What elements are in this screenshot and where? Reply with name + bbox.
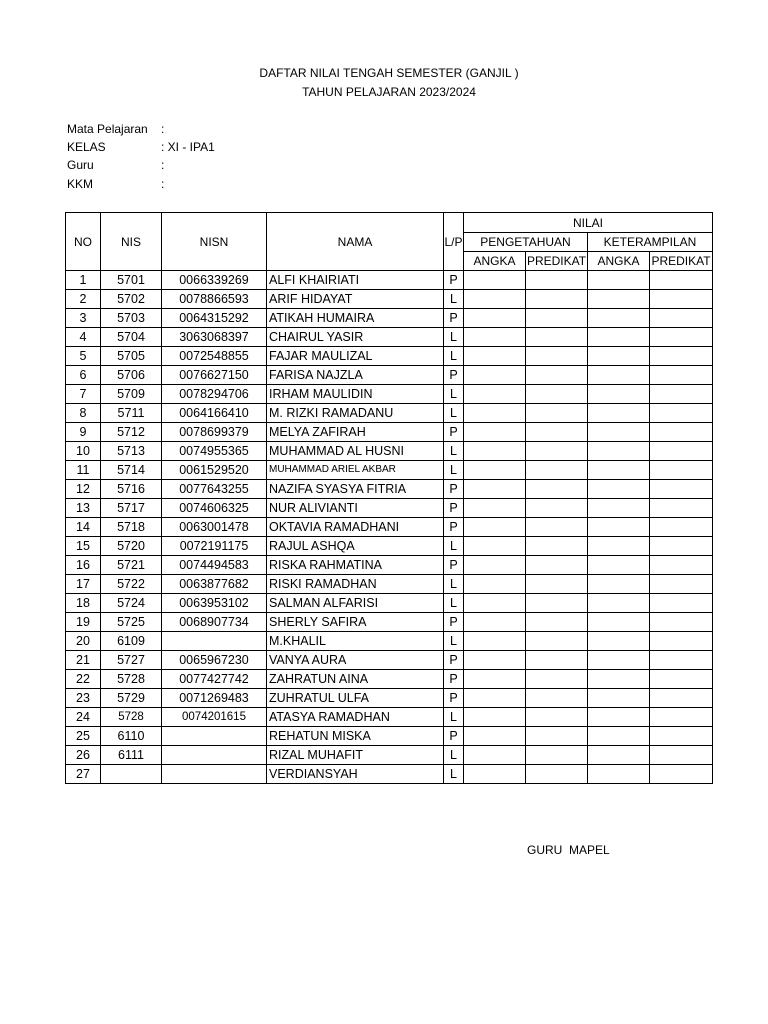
cell-nisn: 3063068397: [162, 328, 267, 347]
cell-angka-keterampilan: [588, 708, 650, 727]
cell-no: 12: [66, 480, 101, 499]
cell-predikat-keterampilan: [650, 670, 713, 689]
cell-nisn: [162, 746, 267, 765]
cell-nisn: 0077643255: [162, 480, 267, 499]
cell-angka-pengetahuan: [464, 271, 526, 290]
cell-predikat-pengetahuan: [526, 404, 588, 423]
cell-angka-keterampilan: [588, 461, 650, 480]
meta-value: : XI - IPA1: [161, 140, 215, 154]
cell-predikat-keterampilan: [650, 480, 713, 499]
cell-predikat-keterampilan: [650, 385, 713, 404]
cell-nis: 5722: [101, 575, 162, 594]
cell-nis: 5718: [101, 518, 162, 537]
cell-predikat-keterampilan: [650, 651, 713, 670]
table-row: [66, 442, 713, 461]
table-row: [66, 461, 713, 480]
cell-no: 6: [66, 366, 101, 385]
cell-nis: 5709: [101, 385, 162, 404]
cell-nisn: 0072548855: [162, 347, 267, 366]
cell-nisn: [162, 727, 267, 746]
table-row: [66, 575, 713, 594]
cell-angka-keterampilan: [588, 404, 650, 423]
cell-predikat-pengetahuan: [526, 442, 588, 461]
cell-lp: P: [444, 366, 464, 385]
cell-predikat-pengetahuan: [526, 727, 588, 746]
table-row: [66, 404, 713, 423]
meta-guru: [67, 158, 164, 172]
cell-nisn: 0065967230: [162, 651, 267, 670]
cell-nama: ALFI KHAIRIATI: [267, 271, 444, 290]
grades-table: [65, 212, 713, 784]
table-row: [66, 499, 713, 518]
cell-angka-keterampilan: [588, 347, 650, 366]
cell-angka-pengetahuan: [464, 404, 526, 423]
cell-angka-keterampilan: [588, 518, 650, 537]
cell-nis: [101, 765, 162, 784]
cell-nisn: 0074606325: [162, 499, 267, 518]
cell-angka-keterampilan: [588, 499, 650, 518]
table-row: [66, 328, 713, 347]
cell-no: 5: [66, 347, 101, 366]
cell-no: 10: [66, 442, 101, 461]
cell-predikat-pengetahuan: [526, 499, 588, 518]
cell-nama: FAJAR MAULIZAL: [267, 347, 444, 366]
header-keterampilan: KETERAMPILAN: [588, 233, 713, 252]
document-title: DAFTAR NILAI TENGAH SEMESTER (GANJIL ): [259, 66, 519, 80]
cell-angka-pengetahuan: [464, 309, 526, 328]
cell-predikat-pengetahuan: [526, 480, 588, 499]
cell-predikat-keterampilan: [650, 499, 713, 518]
cell-no: 17: [66, 575, 101, 594]
cell-no: 16: [66, 556, 101, 575]
table-row: [66, 689, 713, 708]
meta-label: KKM: [67, 177, 94, 191]
cell-angka-pengetahuan: [464, 499, 526, 518]
table-row: [66, 537, 713, 556]
cell-nis: 5717: [101, 499, 162, 518]
cell-predikat-pengetahuan: [526, 347, 588, 366]
cell-no: 3: [66, 309, 101, 328]
cell-nis: 6111: [101, 746, 162, 765]
cell-angka-pengetahuan: [464, 765, 526, 784]
cell-no: 8: [66, 404, 101, 423]
cell-nama: RISKI RAMADHAN: [267, 575, 444, 594]
cell-lp: L: [444, 385, 464, 404]
cell-nisn: 0068907734: [162, 613, 267, 632]
table-row: [66, 594, 713, 613]
cell-angka-pengetahuan: [464, 518, 526, 537]
cell-nisn: 0063877682: [162, 575, 267, 594]
cell-lp: L: [444, 347, 464, 366]
cell-angka-pengetahuan: [464, 347, 526, 366]
cell-predikat-pengetahuan: [526, 765, 588, 784]
cell-angka-pengetahuan: [464, 727, 526, 746]
cell-angka-keterampilan: [588, 328, 650, 347]
cell-no: 22: [66, 670, 101, 689]
cell-nama: VERDIANSYAH: [267, 765, 444, 784]
cell-no: 18: [66, 594, 101, 613]
cell-predikat-keterampilan: [650, 442, 713, 461]
cell-no: 26: [66, 746, 101, 765]
cell-predikat-keterampilan: [650, 309, 713, 328]
cell-predikat-keterampilan: [650, 575, 713, 594]
cell-nisn: 0066339269: [162, 271, 267, 290]
cell-lp: L: [444, 594, 464, 613]
cell-nis: 5701: [101, 271, 162, 290]
cell-lp: P: [444, 613, 464, 632]
header-nisn: NISN: [162, 213, 267, 271]
cell-lp: P: [444, 271, 464, 290]
cell-angka-pengetahuan: [464, 461, 526, 480]
table-row: [66, 651, 713, 670]
cell-lp: L: [444, 575, 464, 594]
cell-predikat-pengetahuan: [526, 385, 588, 404]
cell-no: 15: [66, 537, 101, 556]
cell-angka-keterampilan: [588, 765, 650, 784]
cell-nisn: 0063001478: [162, 518, 267, 537]
cell-nis: 5729: [101, 689, 162, 708]
cell-no: 4: [66, 328, 101, 347]
cell-nisn: 0078699379: [162, 423, 267, 442]
cell-lp: L: [444, 328, 464, 347]
cell-angka-pengetahuan: [464, 632, 526, 651]
cell-predikat-pengetahuan: [526, 271, 588, 290]
cell-predikat-keterampilan: [650, 765, 713, 784]
meta-value: :: [161, 177, 165, 191]
cell-predikat-keterampilan: [650, 347, 713, 366]
cell-angka-keterampilan: [588, 271, 650, 290]
cell-angka-keterampilan: [588, 575, 650, 594]
cell-lp: P: [444, 423, 464, 442]
cell-lp: L: [444, 708, 464, 727]
cell-nisn: 0064166410: [162, 404, 267, 423]
cell-angka-pengetahuan: [464, 594, 526, 613]
cell-angka-keterampilan: [588, 385, 650, 404]
cell-nisn: 0077427742: [162, 670, 267, 689]
cell-nis: 5705: [101, 347, 162, 366]
cell-predikat-pengetahuan: [526, 708, 588, 727]
table-row: [66, 385, 713, 404]
cell-angka-keterampilan: [588, 537, 650, 556]
cell-angka-pengetahuan: [464, 480, 526, 499]
table-row: [66, 423, 713, 442]
cell-predikat-keterampilan: [650, 461, 713, 480]
cell-nama: FARISA NAJZLA: [267, 366, 444, 385]
cell-no: 27: [66, 765, 101, 784]
meta-mata-pelajaran: [67, 122, 164, 136]
cell-no: 24: [66, 708, 101, 727]
cell-nisn: 0071269483: [162, 689, 267, 708]
cell-angka-keterampilan: [588, 290, 650, 309]
cell-lp: P: [444, 651, 464, 670]
meta-label: KELAS: [67, 140, 106, 154]
cell-nama: NAZIFA SYASYA FITRIA: [267, 480, 444, 499]
cell-angka-keterampilan: [588, 556, 650, 575]
cell-nama: SALMAN ALFARISI: [267, 594, 444, 613]
cell-nis: 5711: [101, 404, 162, 423]
cell-angka-pengetahuan: [464, 670, 526, 689]
cell-predikat-pengetahuan: [526, 518, 588, 537]
cell-nama: ARIF HIDAYAT: [267, 290, 444, 309]
cell-predikat-pengetahuan: [526, 461, 588, 480]
cell-no: 2: [66, 290, 101, 309]
cell-no: 20: [66, 632, 101, 651]
cell-nama: ZUHRATUL ULFA: [267, 689, 444, 708]
cell-predikat-keterampilan: [650, 556, 713, 575]
cell-predikat-pengetahuan: [526, 746, 588, 765]
meta-kelas: [67, 140, 215, 154]
cell-nis: 5728: [101, 708, 162, 727]
meta-label: Guru: [67, 158, 94, 172]
header-nilai: NILAI: [464, 213, 713, 233]
cell-predikat-pengetahuan: [526, 575, 588, 594]
cell-nisn: 0074201615: [162, 708, 267, 727]
cell-nama: ATIKAH HUMAIRA: [267, 309, 444, 328]
cell-predikat-keterampilan: [650, 708, 713, 727]
cell-nama: RISKA RAHMATINA: [267, 556, 444, 575]
cell-nis: 5704: [101, 328, 162, 347]
cell-nisn: 0072191175: [162, 537, 267, 556]
cell-no: 21: [66, 651, 101, 670]
cell-predikat-pengetahuan: [526, 309, 588, 328]
cell-nis: 5728: [101, 670, 162, 689]
cell-predikat-pengetahuan: [526, 689, 588, 708]
table-row: [66, 632, 713, 651]
cell-angka-keterampilan: [588, 670, 650, 689]
table-row: [66, 765, 713, 784]
cell-angka-pengetahuan: [464, 442, 526, 461]
cell-nis: 5727: [101, 651, 162, 670]
cell-lp: P: [444, 556, 464, 575]
cell-angka-keterampilan: [588, 442, 650, 461]
cell-lp: L: [444, 537, 464, 556]
cell-nis: 5725: [101, 613, 162, 632]
cell-predikat-keterampilan: [650, 366, 713, 385]
cell-angka-pengetahuan: [464, 385, 526, 404]
header-no: NO: [66, 213, 101, 271]
cell-nisn: 0074494583: [162, 556, 267, 575]
cell-lp: P: [444, 518, 464, 537]
cell-nisn: 0078294706: [162, 385, 267, 404]
cell-predikat-pengetahuan: [526, 328, 588, 347]
cell-no: 7: [66, 385, 101, 404]
cell-angka-keterampilan: [588, 480, 650, 499]
table-row: [66, 727, 713, 746]
cell-nama: RIZAL MUHAFIT: [267, 746, 444, 765]
cell-nisn: [162, 632, 267, 651]
cell-lp: L: [444, 765, 464, 784]
cell-nama: MUHAMMAD ARIEL AKBAR: [267, 461, 444, 480]
cell-angka-pengetahuan: [464, 689, 526, 708]
meta-value: :: [161, 122, 165, 136]
cell-nisn: 0076627150: [162, 366, 267, 385]
table-row: [66, 271, 713, 290]
cell-lp: L: [444, 290, 464, 309]
cell-predikat-keterampilan: [650, 594, 713, 613]
document-subtitle: TAHUN PELAJARAN 2023/2024: [302, 85, 476, 99]
cell-nama: NUR ALIVIANTI: [267, 499, 444, 518]
header-angka-pengetahuan: ANGKA: [464, 252, 526, 271]
header-lp: L/P: [444, 213, 464, 271]
cell-nama: M.KHALIL: [267, 632, 444, 651]
cell-predikat-keterampilan: [650, 423, 713, 442]
cell-no: 19: [66, 613, 101, 632]
cell-nisn: 0074955365: [162, 442, 267, 461]
cell-nis: 5714: [101, 461, 162, 480]
cell-angka-pengetahuan: [464, 328, 526, 347]
cell-lp: P: [444, 670, 464, 689]
cell-nis: 5703: [101, 309, 162, 328]
cell-nis: 5712: [101, 423, 162, 442]
cell-predikat-keterampilan: [650, 518, 713, 537]
cell-nama: RAJUL ASHQA: [267, 537, 444, 556]
cell-nama: CHAIRUL YASIR: [267, 328, 444, 347]
cell-lp: L: [444, 404, 464, 423]
cell-angka-keterampilan: [588, 423, 650, 442]
cell-nis: 6109: [101, 632, 162, 651]
cell-nama: ZAHRATUN AINA: [267, 670, 444, 689]
cell-lp: P: [444, 689, 464, 708]
header-angka-keterampilan: ANGKA: [588, 252, 650, 271]
cell-lp: L: [444, 632, 464, 651]
cell-angka-keterampilan: [588, 651, 650, 670]
table-row: [66, 670, 713, 689]
cell-angka-pengetahuan: [464, 575, 526, 594]
cell-angka-pengetahuan: [464, 746, 526, 765]
cell-nama: SHERLY SAFIRA: [267, 613, 444, 632]
cell-angka-keterampilan: [588, 746, 650, 765]
table-row: [66, 556, 713, 575]
cell-angka-keterampilan: [588, 613, 650, 632]
cell-no: 23: [66, 689, 101, 708]
cell-no: 11: [66, 461, 101, 480]
cell-no: 1: [66, 271, 101, 290]
cell-no: 25: [66, 727, 101, 746]
cell-predikat-pengetahuan: [526, 556, 588, 575]
cell-nama: ATASYA RAMADHAN: [267, 708, 444, 727]
cell-nis: 5720: [101, 537, 162, 556]
cell-no: 14: [66, 518, 101, 537]
cell-nama: M. RIZKI RAMADANU: [267, 404, 444, 423]
cell-nama: REHATUN MISKA: [267, 727, 444, 746]
cell-predikat-keterampilan: [650, 689, 713, 708]
cell-predikat-pengetahuan: [526, 651, 588, 670]
cell-nama: MELYA ZAFIRAH: [267, 423, 444, 442]
cell-no: 13: [66, 499, 101, 518]
table-row: [66, 480, 713, 499]
header-predikat-pengetahuan: PREDIKAT: [526, 252, 588, 271]
cell-angka-pengetahuan: [464, 366, 526, 385]
cell-nis: 5716: [101, 480, 162, 499]
cell-predikat-pengetahuan: [526, 290, 588, 309]
cell-predikat-keterampilan: [650, 328, 713, 347]
cell-angka-keterampilan: [588, 689, 650, 708]
cell-lp: P: [444, 727, 464, 746]
cell-nama: IRHAM MAULIDIN: [267, 385, 444, 404]
signature-label: GURU MAPEL: [527, 843, 610, 857]
cell-predikat-pengetahuan: [526, 670, 588, 689]
cell-angka-pengetahuan: [464, 613, 526, 632]
cell-angka-pengetahuan: [464, 708, 526, 727]
cell-angka-keterampilan: [588, 727, 650, 746]
cell-predikat-pengetahuan: [526, 594, 588, 613]
cell-predikat-keterampilan: [650, 613, 713, 632]
cell-nis: 5713: [101, 442, 162, 461]
cell-nis: 5721: [101, 556, 162, 575]
cell-nisn: 0078866593: [162, 290, 267, 309]
cell-angka-keterampilan: [588, 309, 650, 328]
cell-nama: MUHAMMAD AL HUSNI: [267, 442, 444, 461]
cell-predikat-pengetahuan: [526, 632, 588, 651]
meta-value: :: [161, 158, 165, 172]
table-body: [66, 271, 713, 784]
cell-lp: P: [444, 499, 464, 518]
cell-nis: 6110: [101, 727, 162, 746]
meta-label: Mata Pelajaran: [67, 122, 148, 136]
cell-predikat-pengetahuan: [526, 366, 588, 385]
table-row: [66, 708, 713, 727]
cell-lp: L: [444, 746, 464, 765]
cell-predikat-keterampilan: [650, 746, 713, 765]
cell-predikat-pengetahuan: [526, 537, 588, 556]
cell-nis: 5724: [101, 594, 162, 613]
cell-predikat-keterampilan: [650, 404, 713, 423]
cell-angka-pengetahuan: [464, 556, 526, 575]
cell-lp: P: [444, 309, 464, 328]
cell-angka-keterampilan: [588, 366, 650, 385]
header-pengetahuan: PENGETAHUAN: [464, 233, 588, 252]
cell-nis: 5706: [101, 366, 162, 385]
table-row: [66, 366, 713, 385]
table-row: [66, 518, 713, 537]
table-row: [66, 309, 713, 328]
cell-nisn: [162, 765, 267, 784]
cell-no: 9: [66, 423, 101, 442]
cell-angka-pengetahuan: [464, 651, 526, 670]
cell-angka-pengetahuan: [464, 537, 526, 556]
cell-angka-pengetahuan: [464, 423, 526, 442]
cell-nisn: 0064315292: [162, 309, 267, 328]
cell-nisn: 0063953102: [162, 594, 267, 613]
cell-lp: P: [444, 480, 464, 499]
cell-lp: L: [444, 442, 464, 461]
header-predikat-keterampilan: PREDIKAT: [650, 252, 713, 271]
cell-angka-keterampilan: [588, 632, 650, 651]
meta-kkm: [67, 177, 164, 191]
cell-predikat-keterampilan: [650, 271, 713, 290]
cell-predikat-keterampilan: [650, 632, 713, 651]
cell-predikat-keterampilan: [650, 290, 713, 309]
header-nama: NAMA: [267, 213, 444, 271]
cell-nama: VANYA AURA: [267, 651, 444, 670]
cell-predikat-keterampilan: [650, 727, 713, 746]
cell-angka-keterampilan: [588, 594, 650, 613]
header-nis: NIS: [101, 213, 162, 271]
cell-nis: 5702: [101, 290, 162, 309]
cell-predikat-pengetahuan: [526, 613, 588, 632]
table-row: [66, 746, 713, 765]
cell-angka-pengetahuan: [464, 290, 526, 309]
table-row: [66, 613, 713, 632]
cell-nama: OKTAVIA RAMADHANI: [267, 518, 444, 537]
table-row: [66, 290, 713, 309]
cell-nisn: 0061529520: [162, 461, 267, 480]
cell-lp: L: [444, 461, 464, 480]
cell-predikat-pengetahuan: [526, 423, 588, 442]
cell-predikat-keterampilan: [650, 537, 713, 556]
table-row: [66, 347, 713, 366]
